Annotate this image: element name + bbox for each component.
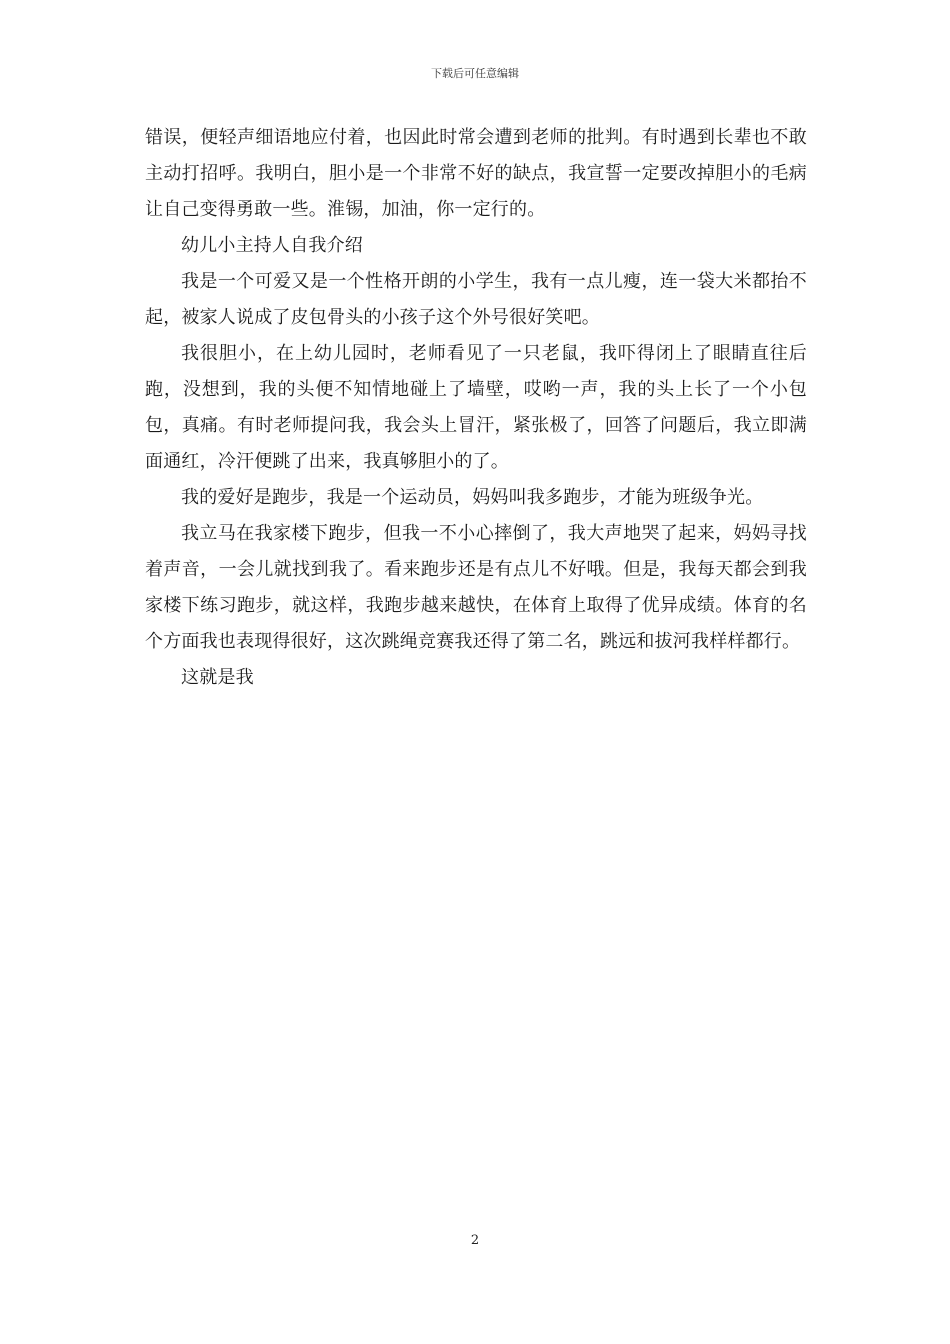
page-header: 下载后可任意编辑 — [431, 67, 519, 80]
document-body — [145, 120, 807, 696]
section-heading: 幼儿小主持人自我介绍 — [181, 235, 363, 256]
paragraph-intro: 我是一个可爱又是一个性格开朗的小学生，我有一点儿瘦，连一袋大米都抬不起，被家人说成了皮包骨头的小孩子这个外号很好笑吧。 — [145, 271, 807, 328]
paragraph-timid: 我很胆小，在上幼儿园时，老师看见了一只老鼠，我吓得闭上了眼睛直往后跑，没想到，我的头便不知情地碰上了墙壁，哎哟一声，我的头上长了一个小包包，真痛。有时老师提问我，我会头上冒汗，紧张极了，回答了问题后，我立即满面通红，冷汗便跳了出来，我真够胆小的了。 — [145, 343, 807, 472]
paragraph-closing: 这就是我 — [181, 667, 254, 688]
paragraph-running: 我立马在我家楼下跑步，但我一不小心摔倒了，我大声地哭了起来，妈妈寻找着声音，一会儿就找到我了。看来跑步还是有点儿不好哦。但是，我每天都会到我家楼下练习跑步，就这样，我跑步越来越快，在体育上取得了优异成绩。体育的名个方面我也表现得很好，这次跳绳竞赛我还得了第二名，跳远和拔河我样样都行。 — [145, 523, 807, 652]
paragraph-hobby: 我的爱好是跑步，我是一个运动员，妈妈叫我多跑步，才能为班级争光。 — [181, 487, 764, 508]
paragraph-continuation: 错误，便轻声细语地应付着，也因此时常会遭到老师的批判。有时遇到长辈也不敢主动打招呼。我明白，胆小是一个非常不好的缺点，我宣誓一定要改掉胆小的毛病让自己变得勇敢一些。淮锡，加油，你一定行的。 — [145, 127, 807, 220]
page-number: 2 — [470, 1233, 480, 1248]
